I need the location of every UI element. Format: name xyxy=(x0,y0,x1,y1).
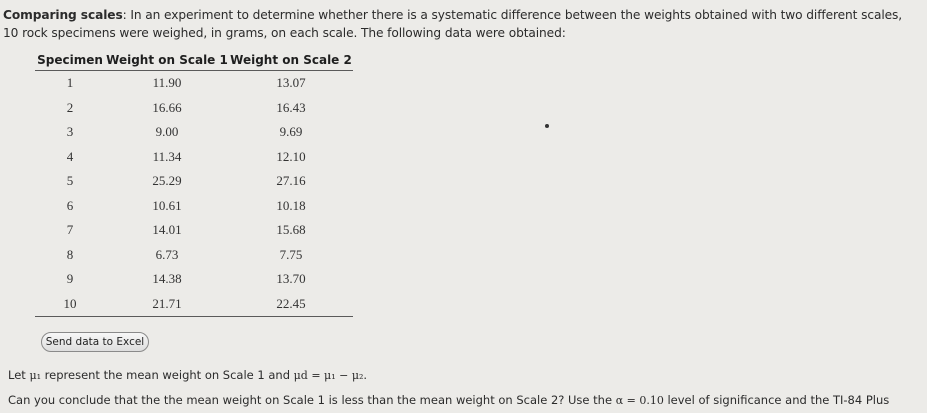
table-row xyxy=(35,194,353,219)
scale2-cell: 22.45 xyxy=(229,292,353,317)
definition-text xyxy=(8,368,367,382)
alpha-value: α = 0.10 xyxy=(615,394,664,407)
scale1-cell: 11.90 xyxy=(152,75,182,91)
problem-text: : In an experiment to determine whether there is a systematic difference between the weights obtained with two different scales, 10 rock specimens were weighed, in grams, on each scale. The following data were obtained: xyxy=(3,8,903,40)
scale2-cell: 12.10 xyxy=(276,148,306,164)
scale1-cell: 14.01 xyxy=(152,222,182,238)
col-header-scale1: Weight on Scale 1 xyxy=(105,52,229,71)
table-header-row xyxy=(35,52,353,71)
scale1-cell: 6.73 xyxy=(155,246,179,262)
problem-intro xyxy=(3,6,918,42)
stray-dot xyxy=(545,124,549,128)
question-text xyxy=(8,393,889,407)
scale2-cell: 27.16 xyxy=(276,173,306,189)
definition-middle: represent the mean weight on Scale 1 and xyxy=(41,368,294,382)
table-row xyxy=(35,71,353,96)
scale2-cell: 13.07 xyxy=(276,75,306,91)
specimen-cell: 9 xyxy=(66,271,74,287)
table-row xyxy=(35,218,353,243)
scale1-cell: 11.34 xyxy=(152,148,182,164)
scale1-cell: 21.71 xyxy=(105,292,229,317)
scale1-cell: 10.61 xyxy=(152,197,182,213)
mu1-symbol: μ₁ xyxy=(29,369,42,382)
scale1-cell: 16.66 xyxy=(152,99,182,115)
specimen-cell: 1 xyxy=(66,75,74,91)
table-row xyxy=(35,243,353,268)
scale1-cell: 25.29 xyxy=(152,173,182,189)
specimen-cell: 8 xyxy=(66,246,74,262)
question-part1: Can you conclude that the the mean weight on Scale 1 is less than the mean weight on Scale 2? Use the xyxy=(8,393,616,407)
question-part2: level of significance and the TI-84 Plus xyxy=(663,393,890,407)
specimen-cell: 2 xyxy=(66,99,74,115)
specimen-cell: 3 xyxy=(66,124,74,140)
scale2-cell: 13.70 xyxy=(276,271,306,287)
scale1-cell: 14.38 xyxy=(152,271,182,287)
send-to-excel-button[interactable]: Send data to Excel xyxy=(41,332,149,352)
let-prefix: Let xyxy=(8,368,30,382)
col-header-specimen: Specimen xyxy=(35,52,105,71)
scale2-cell: 16.43 xyxy=(276,99,306,115)
mu-d-formula: μd = μ₁ − μ₂ xyxy=(293,369,364,382)
table-row xyxy=(35,96,353,121)
specimen-cell: 10 xyxy=(35,292,105,317)
scale2-cell: 15.68 xyxy=(276,222,306,238)
col-header-scale2: Weight on Scale 2 xyxy=(229,52,353,71)
scale2-cell: 7.75 xyxy=(279,246,303,262)
scale2-cell: 10.18 xyxy=(276,197,306,213)
specimen-cell: 7 xyxy=(66,222,74,238)
scale1-cell: 9.00 xyxy=(155,124,179,140)
table-row xyxy=(35,145,353,170)
data-table xyxy=(35,52,353,317)
table-row xyxy=(35,267,353,292)
table-row xyxy=(35,120,353,145)
problem-title: Comparing scales xyxy=(3,8,123,22)
specimen-cell: 6 xyxy=(66,197,74,213)
table-row xyxy=(35,169,353,194)
specimen-cell: 4 xyxy=(66,148,74,164)
specimen-cell: 5 xyxy=(66,173,74,189)
table-row xyxy=(35,292,353,317)
definition-suffix: . xyxy=(363,368,368,382)
scale2-cell: 9.69 xyxy=(279,124,303,140)
